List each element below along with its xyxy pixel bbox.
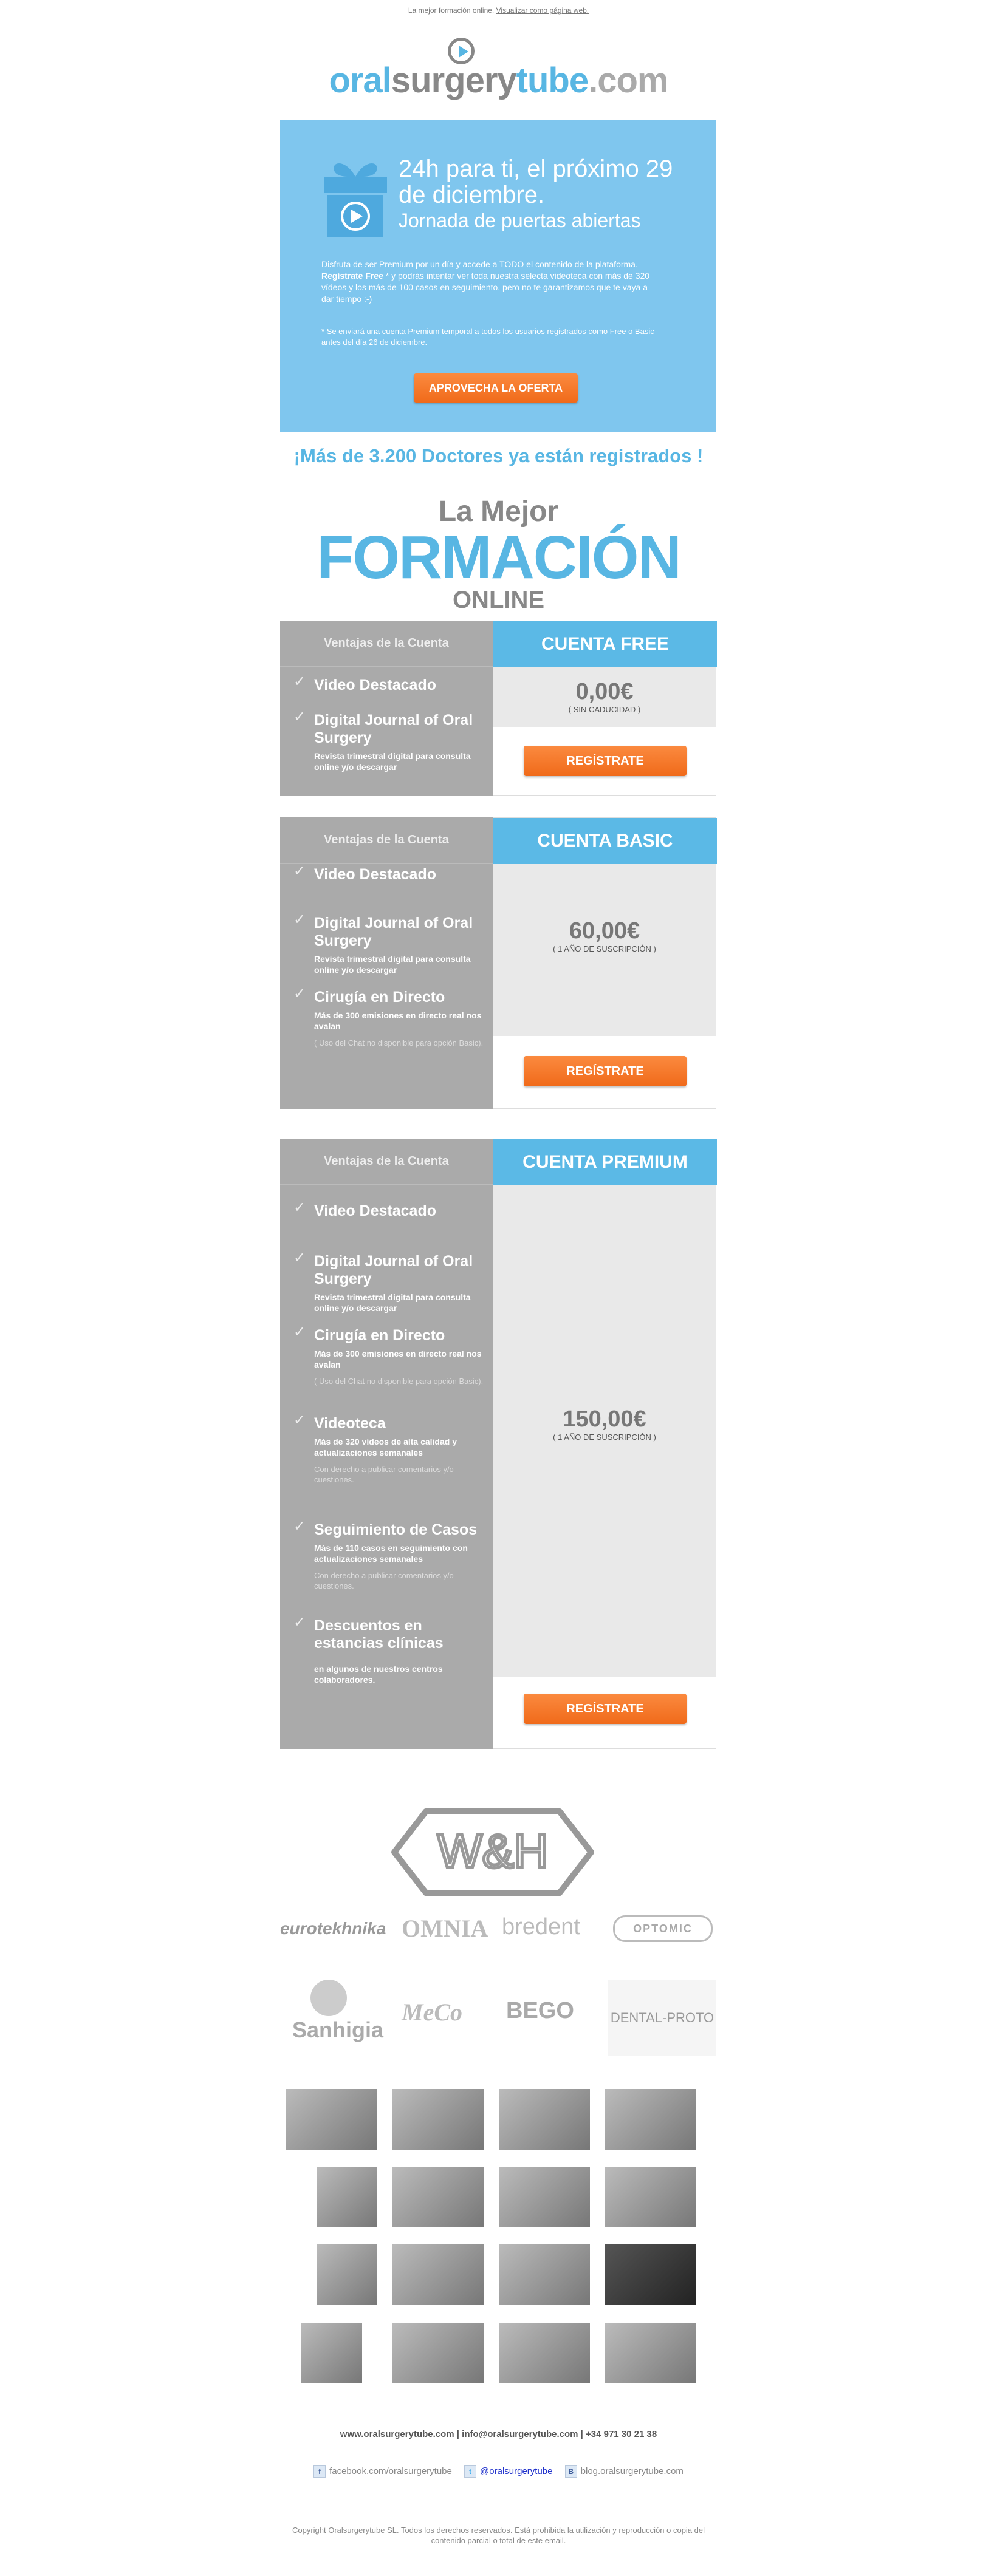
plan-benefits-column bbox=[280, 817, 493, 1109]
promo-note: * Se enviará una cuenta Premium temporal a todos los usuarios registrados como Free o Basic antes del día 26 de diciembre. bbox=[321, 327, 654, 347]
feature-title: ✓ Seguimiento de Casos bbox=[293, 1521, 488, 1539]
best-training-heading bbox=[0, 495, 997, 614]
twitter-link[interactable]: @oralsurgerytube bbox=[480, 2465, 553, 2476]
feature-title: ✓ Cirugía en Directo bbox=[293, 1327, 488, 1344]
register-button[interactable]: REGÍSTRATE bbox=[524, 1694, 687, 1724]
plan-price-column bbox=[493, 1139, 716, 1749]
plan-benefits-column bbox=[280, 1139, 493, 1749]
feature-desc: Revista trimestral digital para consulta online y/o descargar bbox=[314, 751, 471, 772]
plan-name: CUENTA PREMIUM bbox=[493, 1139, 717, 1185]
feature-item bbox=[293, 915, 488, 975]
feature-note: Con derecho a publicar comentarios y/o cuestiones. bbox=[314, 1465, 454, 1484]
doctors-photo-grid bbox=[280, 2089, 716, 2387]
heading-line-1: La Mejor bbox=[438, 496, 559, 528]
plan-price: 60,00€ bbox=[569, 918, 640, 944]
doctor-photo bbox=[499, 2089, 590, 2150]
feature-title: ✓ Digital Journal of Oral Surgery bbox=[293, 712, 488, 747]
doctor-photo bbox=[605, 2089, 696, 2150]
doctor-photo bbox=[605, 2244, 696, 2305]
doctor-photo bbox=[317, 2244, 377, 2305]
logo-part-oral: oral bbox=[329, 61, 391, 100]
feature-item bbox=[293, 1253, 488, 1314]
plan-premium bbox=[280, 1139, 716, 1749]
facebook-link[interactable]: facebook.com/oralsurgerytube bbox=[329, 2465, 452, 2476]
feature-note: Con derecho a publicar comentarios y/o cuestiones. bbox=[314, 1571, 454, 1590]
plan-price-note: ( 1 AÑO DE SUSCRIPCIÓN ) bbox=[553, 944, 656, 953]
feature-note: ( Uso del Chat no disponible para opción Basic). bbox=[314, 1377, 484, 1386]
sponsor-row-2 bbox=[280, 1980, 716, 2056]
feature-item bbox=[293, 1521, 488, 1591]
plan-name: CUENTA FREE bbox=[493, 621, 717, 667]
feature-item bbox=[293, 989, 488, 1048]
feature-desc: Más de 320 vídeos de alta calidad y actualizaciones semanales bbox=[314, 1437, 457, 1457]
wh-logo-text: W&H bbox=[437, 1824, 548, 1878]
feature-title: ✓ Video Destacado bbox=[293, 1202, 488, 1220]
feature-desc: Revista trimestral digital para consulta online y/o descargar bbox=[314, 954, 471, 975]
promo-text-2: * y podrás intentar ver toda nuestra selecta videoteca con más de 320 vídeos y los más de 100 casos en seguimiento, pero no te garantizamos que te vaya a dar tiempo :-) bbox=[321, 271, 650, 304]
feature-item bbox=[293, 866, 488, 884]
feature-desc: Más de 300 emisiones en directo real nos avalan bbox=[314, 1349, 482, 1369]
feature-item bbox=[293, 712, 488, 772]
feature-desc: en algunos de nuestros centros colaboradores. bbox=[314, 1664, 443, 1685]
facebook-icon: f bbox=[313, 2465, 326, 2478]
plan-basic bbox=[280, 817, 716, 1109]
copyright-text: Copyright Oralsurgerytube SL. Todos los derechos reservados. Está prohibida la utilización y reproducción o copia del contenido parcial o total de este email. bbox=[292, 2526, 705, 2545]
feature-item bbox=[293, 1202, 488, 1220]
feature-item bbox=[293, 1617, 488, 1685]
logo-part-com: .com bbox=[588, 61, 668, 100]
feature-title: ✓ Videoteca bbox=[293, 1415, 488, 1433]
heading-line-2: FORMACIÓN bbox=[317, 523, 680, 591]
benefits-header: Ventajas de la Cuenta bbox=[280, 817, 493, 864]
plan-benefits-column bbox=[280, 621, 493, 796]
plan-free bbox=[280, 621, 716, 796]
feature-desc: Revista trimestral digital para consulta online y/o descargar bbox=[314, 1292, 471, 1313]
feature-item bbox=[293, 676, 488, 694]
plan-price: 150,00€ bbox=[563, 1406, 646, 1432]
benefits-header: Ventajas de la Cuenta bbox=[280, 621, 493, 667]
sponsor-logo[interactable]: OMNIA bbox=[402, 1915, 488, 1942]
feature-title: ✓ Video Destacado bbox=[293, 676, 488, 694]
register-button[interactable]: REGÍSTRATE bbox=[524, 1056, 687, 1086]
doctor-photo bbox=[392, 2089, 484, 2150]
contact-line[interactable]: www.oralsurgerytube.com | info@oralsurgerytube.com | +34 971 30 21 38 bbox=[340, 2429, 657, 2439]
doctor-photo bbox=[605, 2167, 696, 2227]
sponsor-logo[interactable]: Sanhigia bbox=[292, 2017, 384, 2042]
preheader-text: La mejor formación online. bbox=[408, 6, 495, 15]
sponsor-logo[interactable]: DENTAL-PROTO bbox=[608, 1980, 716, 2056]
feature-title: ✓ Descuentos en estancias clínicas bbox=[293, 1617, 488, 1652]
wh-sponsor-logo[interactable] bbox=[389, 1807, 596, 1898]
doctor-photo bbox=[286, 2089, 377, 2150]
feature-title: ✓ Cirugía en Directo bbox=[293, 989, 488, 1006]
benefits-header: Ventajas de la Cuenta bbox=[280, 1139, 493, 1185]
feature-desc: Más de 110 casos en seguimiento con actualizaciones semanales bbox=[314, 1543, 468, 1564]
social-links bbox=[0, 2465, 997, 2478]
feature-item bbox=[293, 1415, 488, 1485]
doctor-photo bbox=[499, 2323, 590, 2383]
promo-subtitle: Jornada de puertas abiertas bbox=[399, 210, 641, 231]
doctor-photo bbox=[301, 2323, 362, 2383]
promo-text-1: Disfruta de ser Premium por un día y accede a TODO el contenido de la plataforma. bbox=[321, 259, 638, 269]
feature-title: ✓ Digital Journal of Oral Surgery bbox=[293, 1253, 488, 1288]
copyright-notice bbox=[0, 2525, 997, 2546]
feature-item bbox=[293, 1327, 488, 1386]
logo[interactable] bbox=[0, 38, 997, 98]
heading-line-3: ONLINE bbox=[452, 587, 545, 613]
gift-icon bbox=[321, 157, 389, 237]
plan-price-column bbox=[493, 817, 716, 1109]
doctor-photo bbox=[499, 2244, 590, 2305]
sponsor-logo[interactable]: MeCo bbox=[402, 1998, 462, 2026]
sponsor-logo[interactable]: OPTOMIC bbox=[613, 1915, 713, 1942]
plan-price-note: ( 1 AÑO DE SUSCRIPCIÓN ) bbox=[553, 1433, 656, 1442]
sponsor-row-1 bbox=[280, 1907, 716, 1974]
logo-part-surgery: surgery bbox=[391, 61, 516, 100]
logo-part-tube: tube bbox=[516, 61, 589, 100]
promo-banner bbox=[280, 120, 716, 432]
doctor-photo bbox=[317, 2167, 377, 2227]
sanhigia-emblem-icon bbox=[310, 1980, 347, 2016]
feature-desc: Más de 300 emisiones en directo real nos avalan bbox=[314, 1010, 482, 1031]
promo-description bbox=[321, 259, 662, 305]
doctor-photo bbox=[499, 2167, 590, 2227]
doctor-photo bbox=[392, 2244, 484, 2305]
price-box bbox=[493, 1185, 716, 1677]
feature-note: ( Uso del Chat no disponible para opción Basic). bbox=[314, 1038, 484, 1048]
view-as-webpage-link[interactable]: Visualizar como página web. bbox=[496, 6, 589, 15]
blog-link[interactable]: blog.oralsurgerytube.com bbox=[580, 2465, 684, 2476]
blog-icon: B bbox=[565, 2465, 577, 2478]
feature-title: ✓ Digital Journal of Oral Surgery bbox=[293, 915, 488, 950]
plan-price-note: ( SIN CADUCIDAD ) bbox=[568, 705, 641, 714]
doctor-photo bbox=[605, 2323, 696, 2383]
price-box bbox=[493, 864, 716, 1036]
sponsor-logo[interactable]: bredent bbox=[502, 1914, 580, 1940]
doctor-photo bbox=[392, 2323, 484, 2383]
claim-offer-button[interactable]: APROVECHA LA OFERTA bbox=[414, 373, 578, 403]
doctor-photo bbox=[392, 2167, 484, 2227]
feature-title: ✓ Video Destacado bbox=[293, 866, 488, 884]
sponsor-logo[interactable]: eurotekhnika bbox=[280, 1919, 386, 1938]
price-box bbox=[493, 667, 716, 727]
plan-price: 0,00€ bbox=[575, 679, 634, 704]
plan-price-column bbox=[493, 621, 716, 796]
twitter-icon: t bbox=[464, 2465, 476, 2478]
promo-title: 24h para ti, el próximo 29 de diciembre. bbox=[399, 155, 673, 208]
register-free-link[interactable]: Regístrate Free bbox=[321, 271, 383, 281]
register-button[interactable]: REGÍSTRATE bbox=[524, 746, 687, 776]
plan-name: CUENTA BASIC bbox=[493, 818, 717, 864]
doctors-registered-heading: ¡Más de 3.200 Doctores ya están registrados ! bbox=[293, 445, 704, 466]
sponsor-logo[interactable]: BEGO bbox=[506, 1998, 574, 2023]
preheader bbox=[0, 6, 997, 15]
